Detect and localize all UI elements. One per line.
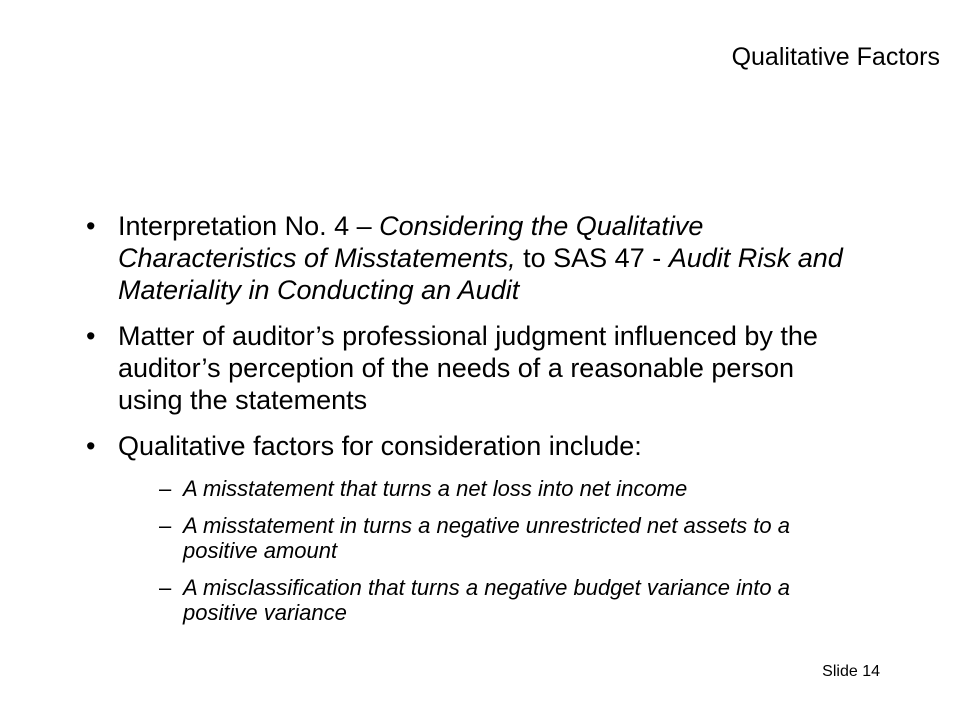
bullet-item xyxy=(86,210,906,306)
bullet-text-part: to SAS 47 - xyxy=(515,243,669,273)
sub-bullet-mark: – xyxy=(159,513,172,538)
bullet-text: Matter of auditor’s professional judgment influenced by the auditor’s perception of the needs of a reasonable person using the statements xyxy=(118,321,818,415)
sub-bullet-item xyxy=(159,575,906,625)
bullet-text: Qualitative factors for consideration include: xyxy=(118,431,642,461)
slide-title: Qualitative Factors xyxy=(731,43,940,71)
sub-bullet-text: A misstatement that turns a net loss into net income xyxy=(183,476,688,501)
sub-bullet-text: A misclassification that turns a negative budget variance into a positive variance xyxy=(183,575,790,625)
bullet-mark: • xyxy=(86,211,96,241)
sub-bullet-mark: – xyxy=(159,476,172,501)
bullet-mark: • xyxy=(86,321,96,351)
sub-bullet-item xyxy=(159,513,906,563)
bullet-text-italic: Audit Risk and Materiality in Conducting an Audit xyxy=(118,243,843,305)
bullet-item xyxy=(86,430,906,462)
bullet-text xyxy=(118,210,858,306)
bullet-text-part: Interpretation No. 4 – xyxy=(118,211,380,241)
bullet-text-italic: Considering the Qualitative Characteristics of Misstatements, xyxy=(118,211,704,273)
bullet-list xyxy=(86,210,906,637)
sub-bullet-mark: – xyxy=(159,575,172,600)
sub-bullet-item xyxy=(159,476,906,501)
bullet-item xyxy=(86,320,906,416)
slide-number: Slide 14 xyxy=(822,663,880,680)
sub-bullet-text: A misstatement in turns a negative unrestricted net assets to a positive amount xyxy=(183,513,790,563)
bullet-mark: • xyxy=(86,431,96,461)
